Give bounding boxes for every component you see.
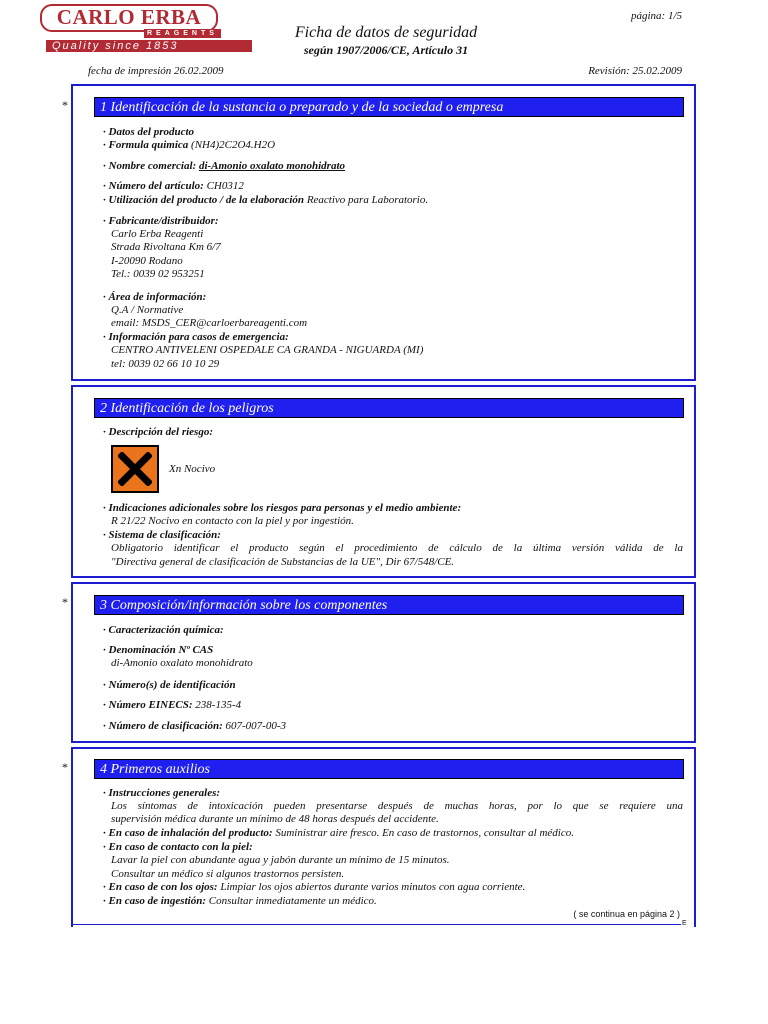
caracterizacion-label: · Caracterización química: (103, 624, 224, 636)
sistema-line-2: "Directiva general de clasificación de Substancias de la UE", Dir 67/548/CE. (111, 556, 455, 568)
denominacion-label: · Denominación Nº CAS (103, 644, 214, 656)
sistema-line-1: Obligatorio identificar el producto según el procedimiento de cálculo de la última versión válida de la (111, 542, 683, 554)
section-2-title: 2 Identificación de los peligros (94, 398, 684, 418)
identificacion-label: · Número(s) de identificación (103, 679, 236, 691)
inhalacion-label: · En caso de inhalación del producto: (103, 827, 273, 839)
emergencia-line: CENTRO ANTIVELENI OSPEDALE CA GRANDA - NIGUARDA (MI) (111, 344, 424, 356)
fabricante-line: Carlo Erba Reagenti (111, 228, 204, 240)
continued-note: ( se continua en página 2 ) (573, 909, 680, 919)
datos-producto-label: · Datos del producto (103, 126, 195, 138)
area-informacion-label: · Área de información: (103, 291, 207, 303)
page-number: página: 1/5 (630, 10, 682, 22)
footer-divider (71, 924, 681, 925)
emergencia-label: · Información para casos de emergencia: (103, 331, 289, 343)
instrucciones-label: · Instrucciones generales: (103, 787, 221, 799)
indicaciones-value: R 21/22 Nocivo en contacto con la piel y por ingestión. (111, 515, 354, 527)
fabricante-line: Strada Rivoltana Km 6/7 (111, 241, 221, 253)
revision-date: Revisión: 25.02.2009 (588, 65, 682, 77)
instrucciones-line-2: supervisión médica durante un mínimo de 48 horas después del accidente. (111, 813, 439, 825)
area-email: email: MSDS_CER@carloerbareagenti.com (111, 317, 308, 329)
fabricante-line: I-20090 Rodano (111, 255, 183, 267)
piel-line-2: Consultar un médico si algunos trastornos persisten. (111, 868, 345, 880)
clasificacion-label: · Número de clasificación: (103, 720, 223, 732)
document-subtitle: según 1907/2006/CE, Artículo 31 (303, 43, 469, 57)
einecs-label: · Número EINECS: (103, 699, 193, 711)
numero-articulo-value: CH0312 (206, 180, 244, 192)
revision-marker: * (62, 595, 68, 609)
section-1-title: 1 Identificación de la sustancia o preparado y de la sociedad o empresa (94, 97, 684, 117)
footer-code: E (682, 920, 687, 927)
ojos-value: Limpiar los ojos abiertos durante varios minutos con agua corriente. (220, 881, 526, 893)
document-title: Ficha de datos de seguridad (294, 24, 478, 41)
emergencia-line: tel: 0039 02 66 10 10 29 (111, 358, 220, 370)
einecs-value: 238-135-4 (195, 699, 242, 711)
clasificacion-value: 607-007-00-3 (225, 720, 287, 732)
logo-reagents: REAGENTS (144, 29, 221, 38)
harmful-hazard-icon (111, 445, 159, 493)
ingestion-value: Consultar inmediatamente un médico. (208, 895, 377, 907)
area-line: Q.A / Normative (111, 304, 184, 316)
company-logo (36, 2, 218, 52)
piel-line-1: Lavar la piel con abundante agua y jabón durante un mínimo de 15 minutos. (111, 854, 450, 866)
section-3 (71, 582, 696, 743)
nombre-comercial-label: · Nombre comercial: (103, 160, 197, 172)
section-4 (71, 747, 696, 927)
utilizacion-label: · Utilización del producto / de la elaboración (103, 194, 305, 206)
hazard-label: Xn Nocivo (169, 463, 216, 475)
revision-marker: * (62, 98, 68, 112)
descripcion-riesgo-label: · Descripción del riesgo: (103, 426, 213, 438)
logo-tagline: Quality since 1853 (46, 40, 252, 52)
ojos-label: · En caso de con los ojos: (103, 881, 218, 893)
fabricante-label: · Fabricante/distribuidor: (103, 215, 219, 227)
section-2 (71, 385, 696, 578)
formula-value: (NH4)2C2O4.H2O (191, 139, 276, 151)
numero-articulo-label: · Número del artículo: (103, 180, 204, 192)
ingestion-label: · En caso de ingestión: (103, 895, 206, 907)
section-3-title: 3 Composición/información sobre los componentes (94, 595, 684, 615)
section-1 (71, 84, 696, 381)
denominacion-value: di-Amonio oxalato monohidrato (111, 657, 253, 669)
nombre-comercial-value: di-Amonio oxalato monohidrato (198, 160, 346, 172)
contacto-piel-label: · En caso de contacto con la piel: (103, 841, 253, 853)
fabricante-line: Tel.: 0039 02 953251 (111, 268, 205, 280)
utilizacion-value: Reactivo para Laboratorio. (306, 194, 429, 206)
logo-brand: CARLO ERBA (40, 4, 218, 32)
instrucciones-line-1: Los síntomas de intoxicación pueden presentarse después de muchas horas, por lo que se requiere una (111, 800, 683, 812)
formula-label: · Formula quimica (103, 139, 189, 151)
sistema-clasificacion-label: · Sistema de clasificación: (103, 529, 221, 541)
section-4-title: 4 Primeros auxilios (94, 759, 684, 779)
indicaciones-label: · Indicaciones adicionales sobre los riesgos para personas y el medio ambiente: (103, 502, 462, 514)
print-date: fecha de impresión 26.02.2009 (88, 65, 224, 77)
inhalacion-value: Suministrar aire fresco. En caso de trastornos, consultar al médico. (275, 827, 574, 839)
revision-marker: * (62, 760, 68, 774)
